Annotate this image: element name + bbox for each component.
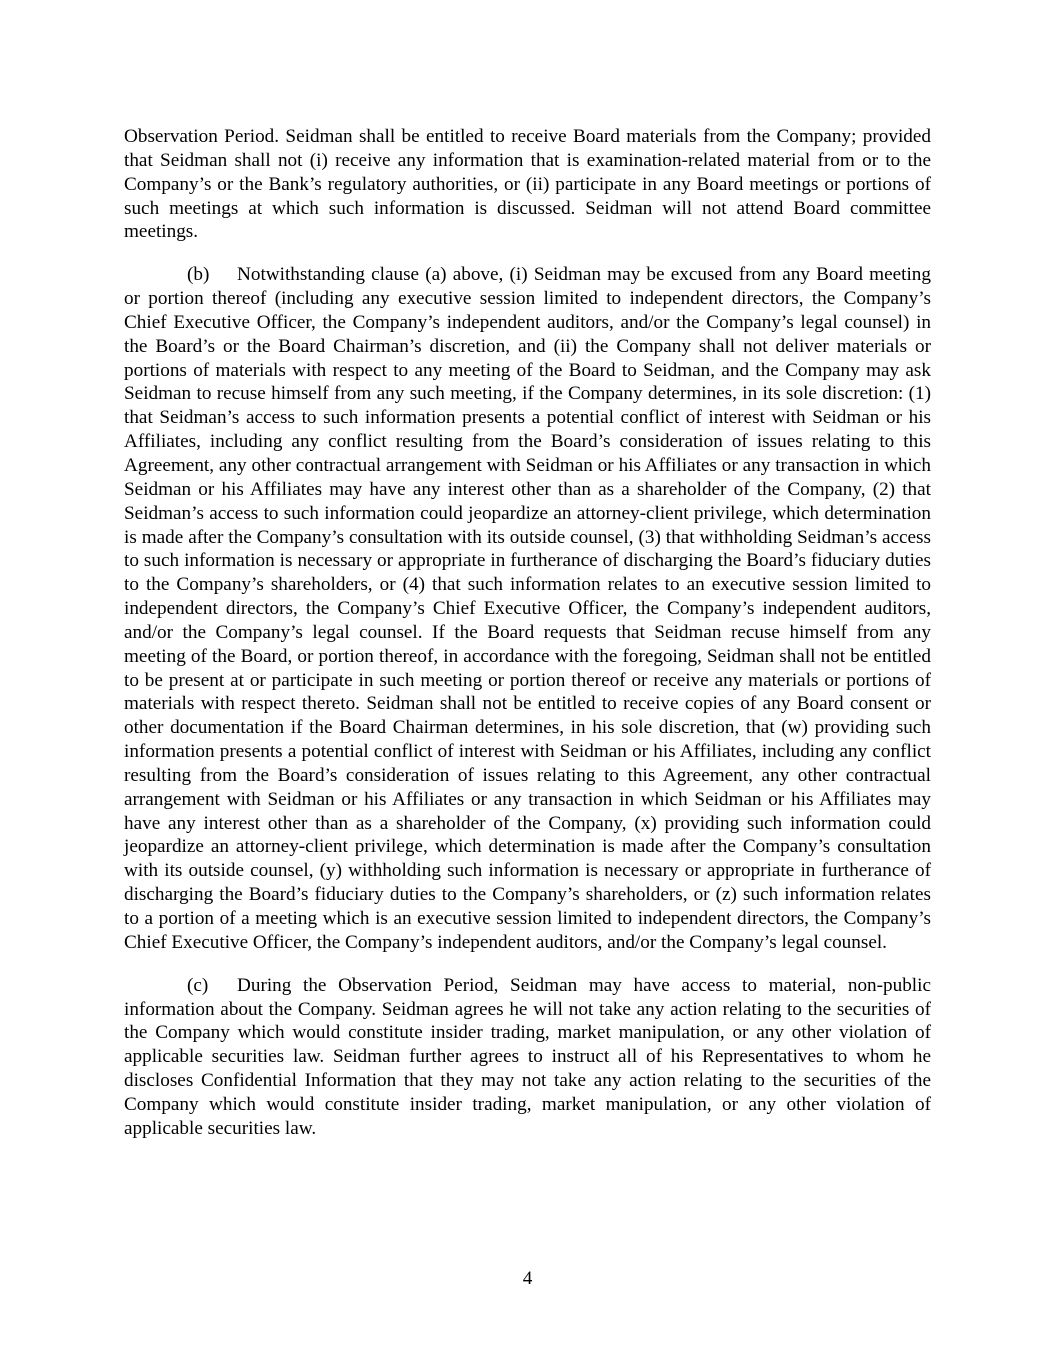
- paragraph-text: Notwithstanding clause (a) above, (i) Seidman may be excused from any Board meeting or portion thereof (including any executive session limited to independent directors, the Company’s Chief Executive Officer, the Company’s independent auditors, and/or the Company’s legal counsel) in the Board’s or the Board Chairman’s discretion, and (ii) the Company shall not deliver materials or portions of materials with respect to any meeting of the Board to Seidman, and the Company may ask Seidman to recuse himself from any such meeting, if the Company determines, in its sole discretion: (1) that Seidman’s access to such information presents a potential conflict of interest with Seidman or his Affiliates, including any conflict resulting from the Board’s consideration of issues relating to this Agreement, any other contractual arrangement with Seidman or his Affiliates or any transaction in which Seidman or his Affiliates may have any interest other than as a shareholder of the Company, (2) that Seidman’s access to such information could jeopardize an attorney-client privilege, which determination is made after the Company’s consultation with its outside counsel, (3) that withholding Seidman’s access to such information is necessary or appropriate in furtherance of discharging the Board’s fiduciary duties to the Company’s shareholders, or (4) that such information relates to an executive session limited to independent directors, the Company’s Chief Executive Officer, the Company’s independent auditors, and/or the Company’s legal counsel. If the Board requests that Seidman recuse himself from any meeting of the Board, or portion thereof, in accordance with the foregoing, Seidman shall not be entitled to be present at or participate in such meeting or portion thereof or receive any materials or portions of materials with respect thereto. Seidman shall not be entitled to receive copies of any Board consent or other documentation if the Board Chairman determines, in his sole discretion, that (w) providing such information presents a potential conflict of interest with Seidman or his Affiliates, including any conflict resulting from the Board’s consideration of issues relating to this Agreement, any other contractual arrangement with Seidman or his Affiliates or any transaction in which Seidman or his Affiliates may have any interest other than as a shareholder of the Company, (x) providing such information could jeopardize an attorney-client privilege, which determination is made after the Company’s consultation with its outside counsel, (y) withholding such information is necessary or appropriate in furtherance of discharging the Board’s fiduciary duties to the Company’s shareholders, or (z) such information relates to a portion of a meeting which is an executive session limited to independent directors, the Company’s Chief Executive Officer, the Company’s independent auditors, and/or the Company’s legal counsel.: [124, 264, 931, 953]
- paragraph-observation-period: [124, 125, 931, 244]
- paragraph-text: Observation Period. Seidman shall be entitled to receive Board materials from the Company; provided that Seidman shall not (i) receive any information that is examination-related material from or to the Company’s or the Bank’s regulatory authorities, or (ii) participate in any Board meetings or portions of such meetings at which such information is discussed. Seidman will not attend Board committee meetings.: [124, 126, 931, 243]
- page-number: 4: [522, 1268, 533, 1289]
- paragraph-c: [124, 974, 931, 1141]
- document-page: [124, 125, 931, 1160]
- paragraph-b: [124, 263, 931, 954]
- paragraph-label: (c): [187, 974, 209, 996]
- paragraph-text: During the Observation Period, Seidman may have access to material, non-public information about the Company. Seidman agrees he will not take any action relating to the securities of the Company which would constitute insider trading, market manipulation, or any other violation of applicable securities law. Seidman further agrees to instruct all of his Representatives to whom he discloses Confidential Information that they may not take any action relating to the securities of the Company which would constitute insider trading, market manipulation, or any other violation of applicable securities law.: [124, 974, 931, 1139]
- paragraph-label: (b): [187, 264, 210, 286]
